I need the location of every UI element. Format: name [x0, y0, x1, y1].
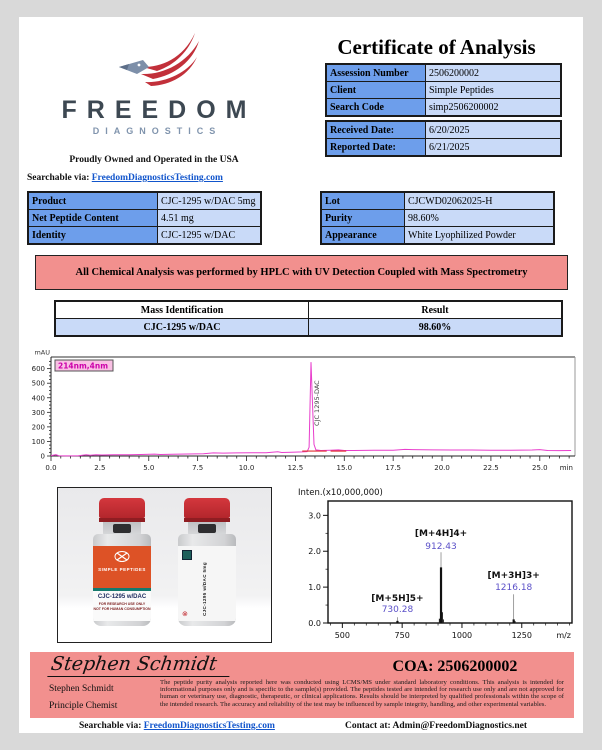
vial-cap: [184, 498, 230, 518]
product-label: Product: [28, 192, 158, 210]
table-row: [55, 319, 562, 337]
svg-text:17.5: 17.5: [385, 464, 401, 472]
table-row: [55, 301, 562, 319]
vial-cap: [99, 498, 145, 518]
datamatrix-icon: [182, 550, 192, 560]
lot-value: White Lyophilized Powder: [405, 227, 555, 245]
date-label: Received Date:: [326, 121, 426, 139]
svg-text:500: 500: [334, 631, 350, 640]
svg-text:m/z: m/z: [556, 631, 571, 640]
footer-searchable-label: Searchable via:: [79, 721, 142, 731]
table-row: [28, 210, 261, 227]
table-row: [326, 64, 561, 82]
date-value: 6/20/2025: [426, 121, 562, 139]
svg-text:600: 600: [31, 365, 45, 374]
lot-value: 98.60%: [405, 210, 555, 227]
searchable-label: Searchable via:: [27, 173, 90, 183]
info-label: Client: [326, 82, 426, 99]
vial-stopper: [198, 524, 216, 533]
table-row: [326, 99, 561, 117]
simple-peptides-logo-icon: [93, 551, 151, 566]
svg-text:0.0: 0.0: [45, 464, 57, 472]
product-label: Identity: [28, 227, 158, 245]
vial-body: [93, 534, 151, 626]
vial-back-label: [178, 546, 236, 621]
mass-col-header: Mass Identification: [55, 301, 309, 319]
brand-name: FREEDOM: [61, 96, 257, 124]
vial-warning-text: [93, 602, 151, 611]
svg-text:1000: 1000: [451, 631, 473, 640]
svg-text:2.5: 2.5: [94, 464, 106, 472]
vial-back-vertical-text: CJC-1295 w/DAC 5mg: [202, 562, 207, 616]
svg-text:20.0: 20.0: [434, 464, 450, 472]
lot-value: CJCWD02062025-H: [405, 192, 555, 210]
svg-text:400: 400: [31, 394, 45, 403]
svg-text:7.5: 7.5: [192, 464, 204, 472]
vial-warning-line2: NOT FOR HUMAN CONSUMPTION: [93, 606, 151, 611]
info-label: Search Code: [326, 99, 426, 117]
info-value: Simple Peptides: [426, 82, 562, 99]
svg-text:214nm,4nm: 214nm,4nm: [58, 361, 109, 371]
mass-result-value: 98.60%: [309, 319, 563, 337]
table-row: [28, 227, 261, 245]
result-col-header: Result: [309, 301, 563, 319]
chemist-role: Principle Chemist: [49, 701, 118, 711]
svg-text:25.0: 25.0: [532, 464, 548, 472]
svg-text:5.0: 5.0: [143, 464, 155, 472]
mass-id-value: CJC-1295 w/DAC: [55, 319, 309, 337]
page-title: Certificate of Analysis: [337, 35, 536, 59]
svg-text:300: 300: [31, 408, 45, 417]
table-row: [28, 192, 261, 210]
signature-script: Stephen Schmidt: [47, 653, 232, 677]
vial-front-label: [93, 546, 151, 588]
svg-text:12.5: 12.5: [287, 464, 304, 472]
product-value: CJC-1295 w/DAC: [158, 227, 262, 245]
lot-label: Appearance: [321, 227, 405, 245]
svg-text:[M+3H]3+: [M+3H]3+: [487, 570, 540, 581]
table-row: [326, 82, 561, 99]
simple-peptides-logo-small-icon: ⊗: [182, 610, 188, 618]
product-table: [27, 191, 262, 245]
lot-table: [320, 191, 555, 245]
svg-text:200: 200: [31, 423, 45, 432]
vial-warning-line1: FOR RESEARCH USE ONLY: [98, 602, 146, 606]
signature-block: [30, 652, 574, 718]
lot-label: Lot: [321, 192, 405, 210]
product-vial-photo: [57, 487, 272, 643]
date-value: 6/21/2025: [426, 139, 562, 157]
table-row: [321, 192, 554, 210]
hplc-chromatogram-plot: [23, 348, 579, 482]
svg-text:500: 500: [31, 379, 45, 388]
vial-body: [178, 534, 236, 626]
vial-stopper: [113, 524, 131, 533]
svg-text:1250: 1250: [511, 631, 532, 640]
info-label: Assession Number: [326, 64, 426, 82]
product-label: Net Peptide Content: [28, 210, 158, 227]
brand-logo-block: [19, 27, 289, 136]
lot-label: Purity: [321, 210, 405, 227]
svg-text:15.0: 15.0: [336, 464, 353, 472]
svg-text:3.0: 3.0: [308, 511, 321, 521]
vial-back: [171, 498, 243, 628]
chemist-name: Stephen Schmidt: [49, 684, 114, 694]
svg-text:1216.18: 1216.18: [495, 582, 533, 593]
table-row: [321, 210, 554, 227]
brand-tagline: Proudly Owned and Operated in the USA: [69, 155, 239, 165]
svg-text:0: 0: [40, 452, 45, 461]
analysis-method-banner: All Chemical Analysis was performed by HPLC with UV Detection Coupled with Mass Spectrometry: [35, 255, 568, 290]
svg-text:[M+4H]4+: [M+4H]4+: [414, 529, 468, 540]
table-row: [326, 139, 561, 157]
vial-label-lower: [93, 591, 151, 621]
footer-contact: Contact at: Admin@FreedomDiagnostics.net: [345, 721, 528, 731]
vial-product-text: CJC-1295 w/DAC: [97, 594, 147, 600]
svg-text:22.5: 22.5: [483, 464, 499, 472]
info-value: simp2506200002: [426, 99, 562, 117]
footer-searchable-link[interactable]: FreedomDiagnosticsTesting.com: [143, 721, 275, 731]
svg-text:[M+5H]5+: [M+5H]5+: [371, 593, 424, 604]
svg-text:750: 750: [394, 631, 410, 640]
mass-identification-table: [54, 300, 563, 337]
table-row: [321, 227, 554, 245]
mass-spectrum: [288, 483, 580, 645]
svg-text:1.0: 1.0: [308, 583, 321, 593]
mass-spectrum-plot: [288, 483, 580, 645]
coa-number: COA: 2506200002: [392, 658, 518, 675]
date-label: Reported Date:: [326, 139, 426, 157]
svg-text:2.0: 2.0: [308, 547, 321, 557]
svg-text:912.43: 912.43: [425, 542, 457, 553]
svg-text:10.0: 10.0: [238, 464, 255, 472]
brand-subtitle: DIAGNOSTICS: [92, 126, 222, 136]
eagle-logo-icon: [99, 27, 209, 89]
searchable-line-top: [27, 173, 223, 183]
info-value: 2506200002: [426, 64, 562, 82]
svg-text:CJC 1295-DAC: CJC 1295-DAC: [313, 380, 322, 426]
vial-brand-text: SIMPLE PEPTIDES: [98, 567, 146, 572]
svg-text:0.0: 0.0: [308, 619, 321, 628]
product-value: CJC-1295 w/DAC 5mg: [158, 192, 262, 210]
vial-front: [86, 498, 158, 628]
certificate-paper: [19, 17, 583, 733]
disclaimer-text: The peptide purity analysis reported here was conducted using LCMS/MS under standard laboratory conditions. This analysis is intended for informational purposes only and is specific to the sample(s) provided. The peptides tested are intended for research use only and are not approved for human or veterinary use, diagnostic, therapeutic, or clinical applications. Results should be interpreted by qualified professionals within the scope of the intended research. The accuracy and reliability of the test may be influenced by sample integrity, handling, and other experimental variables.: [160, 679, 564, 708]
searchable-link-top[interactable]: FreedomDiagnosticsTesting.com: [91, 173, 223, 183]
svg-text:730.28: 730.28: [381, 605, 414, 616]
info-table: [325, 63, 562, 117]
footer-searchable: [79, 721, 275, 731]
svg-text:100: 100: [31, 437, 45, 446]
svg-text:Inten.(x10,000,000): Inten.(x10,000,000): [298, 488, 383, 498]
svg-text:mAU: mAU: [34, 348, 50, 357]
date-table: [325, 120, 562, 157]
table-row: [326, 121, 561, 139]
hplc-chromatogram: [23, 348, 579, 482]
svg-text:min: min: [559, 464, 573, 472]
product-value: 4.51 mg: [158, 210, 262, 227]
